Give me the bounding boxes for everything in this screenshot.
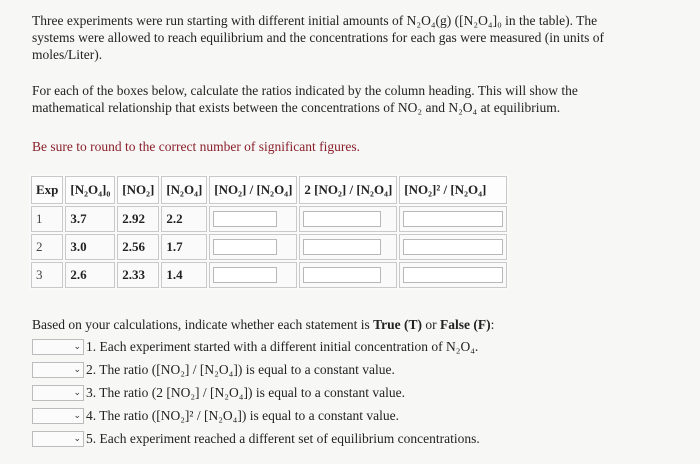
ratio-3-input[interactable] <box>403 211 503 227</box>
exp-cell: 3 <box>31 262 63 288</box>
header-ratio-3: [NO₂]² / [N₂O₄] <box>399 176 507 204</box>
n2o4-cell: 2.2 <box>161 206 207 232</box>
or-text: or <box>422 317 441 332</box>
instructions-line-1: For each of the boxes below, calculate the ratios indicated by the column heading. This will show the <box>32 83 578 98</box>
initial-n2o4-cell: 2.6 <box>65 262 115 288</box>
ratio-1-input[interactable] <box>213 267 277 283</box>
intro-line-2: systems were allowed to reach equilibrium and the concentrations for each gas were measured (in units of <box>32 30 605 45</box>
ratio-1-cell <box>209 206 297 232</box>
statement-text: 4. The ratio ([NO₂]² / [N₂O₄]) is equal to a constant value. <box>86 407 399 423</box>
header-ratio-1: [NO₂] / [N₂O₄] <box>209 176 297 204</box>
ratio-3-cell <box>399 262 507 288</box>
ratio-3-cell <box>399 206 507 232</box>
initial-n2o4-cell: 3.7 <box>65 206 115 232</box>
statement-list <box>32 335 480 450</box>
colon-text: : <box>490 317 495 332</box>
ratio-3-cell <box>399 234 507 260</box>
instructions <box>32 82 682 116</box>
table-row <box>31 234 507 260</box>
ratio-2-cell <box>299 262 397 288</box>
exp-cell: 2 <box>31 234 63 260</box>
statement-row <box>32 358 480 381</box>
statement-text: 1. Each experiment started with a different initial concentration of N₂O₄. <box>86 338 479 354</box>
ratio-1-input[interactable] <box>213 211 277 227</box>
tf-select-5[interactable] <box>32 431 84 447</box>
tf-select-2[interactable] <box>32 362 84 378</box>
statement-row <box>32 427 480 450</box>
chevron-down-icon: ⌄ <box>73 341 81 352</box>
ratio-2-input[interactable] <box>303 267 381 283</box>
statement-text: 2. The ratio ([NO₂] / [N₂O₄]) is equal to a constant value. <box>86 361 395 377</box>
header-exp: Exp <box>31 176 63 204</box>
prompt-text: Based on your calculations, indicate whether each statement is <box>32 317 374 332</box>
chevron-down-icon: ⌄ <box>73 433 81 444</box>
false-label: False (F) <box>440 317 491 332</box>
chevron-down-icon: ⌄ <box>73 364 81 375</box>
intro-line-1: Three experiments were run starting with different initial amounts of N₂O₄(g) ([N₂O₄]₀ in the table). The <box>32 13 598 28</box>
n2o4-cell: 1.7 <box>161 234 207 260</box>
ratio-2-input[interactable] <box>303 211 381 227</box>
statement-text: 5. Each experiment reached a different set of equilibrium concentrations. <box>86 430 480 446</box>
n2o4-cell: 1.4 <box>161 262 207 288</box>
ratio-1-cell <box>209 234 297 260</box>
no2-cell: 2.33 <box>117 262 159 288</box>
statement-row <box>32 404 480 427</box>
table-row <box>31 262 507 288</box>
no2-cell: 2.56 <box>117 234 159 260</box>
tf-select-4[interactable] <box>32 408 84 424</box>
ratio-table <box>29 174 509 290</box>
instructions-line-2: mathematical relationship that exists between the concentrations of NO₂ and N₂O₄ at equilibrium. <box>32 100 561 115</box>
table-header-row <box>31 176 507 204</box>
table-row <box>31 206 507 232</box>
chevron-down-icon: ⌄ <box>73 410 81 421</box>
ratio-3-input[interactable] <box>403 239 503 255</box>
header-ratio-2: 2 [NO₂] / [N₂O₄] <box>299 176 397 204</box>
header-no2: [NO₂] <box>117 176 159 204</box>
problem-intro <box>32 12 682 63</box>
ratio-2-input[interactable] <box>303 239 381 255</box>
initial-n2o4-cell: 3.0 <box>65 234 115 260</box>
true-label: True (T) <box>373 317 423 332</box>
statement-row <box>32 381 480 404</box>
ratio-2-cell <box>299 206 397 232</box>
statement-row <box>32 335 480 358</box>
chevron-down-icon: ⌄ <box>73 387 81 398</box>
sig-fig-warning: Be sure to round to the correct number of significant figures. <box>32 139 361 154</box>
header-n2o4: [N₂O₄] <box>161 176 207 204</box>
intro-line-3: moles/Liter). <box>32 47 103 62</box>
ratio-1-cell <box>209 262 297 288</box>
tf-select-3[interactable] <box>32 385 84 401</box>
tf-select-1[interactable] <box>32 339 84 355</box>
exp-cell: 1 <box>31 206 63 232</box>
statement-text: 3. The ratio (2 [NO₂] / [N₂O₄]) is equal to a constant value. <box>86 384 406 400</box>
ratio-1-input[interactable] <box>213 239 277 255</box>
ratio-3-input[interactable] <box>403 267 503 283</box>
no2-cell: 2.92 <box>117 206 159 232</box>
ratio-2-cell <box>299 234 397 260</box>
statements-prompt <box>32 317 494 333</box>
header-initial-n2o4: [N₂O₄]₀ <box>65 176 115 204</box>
